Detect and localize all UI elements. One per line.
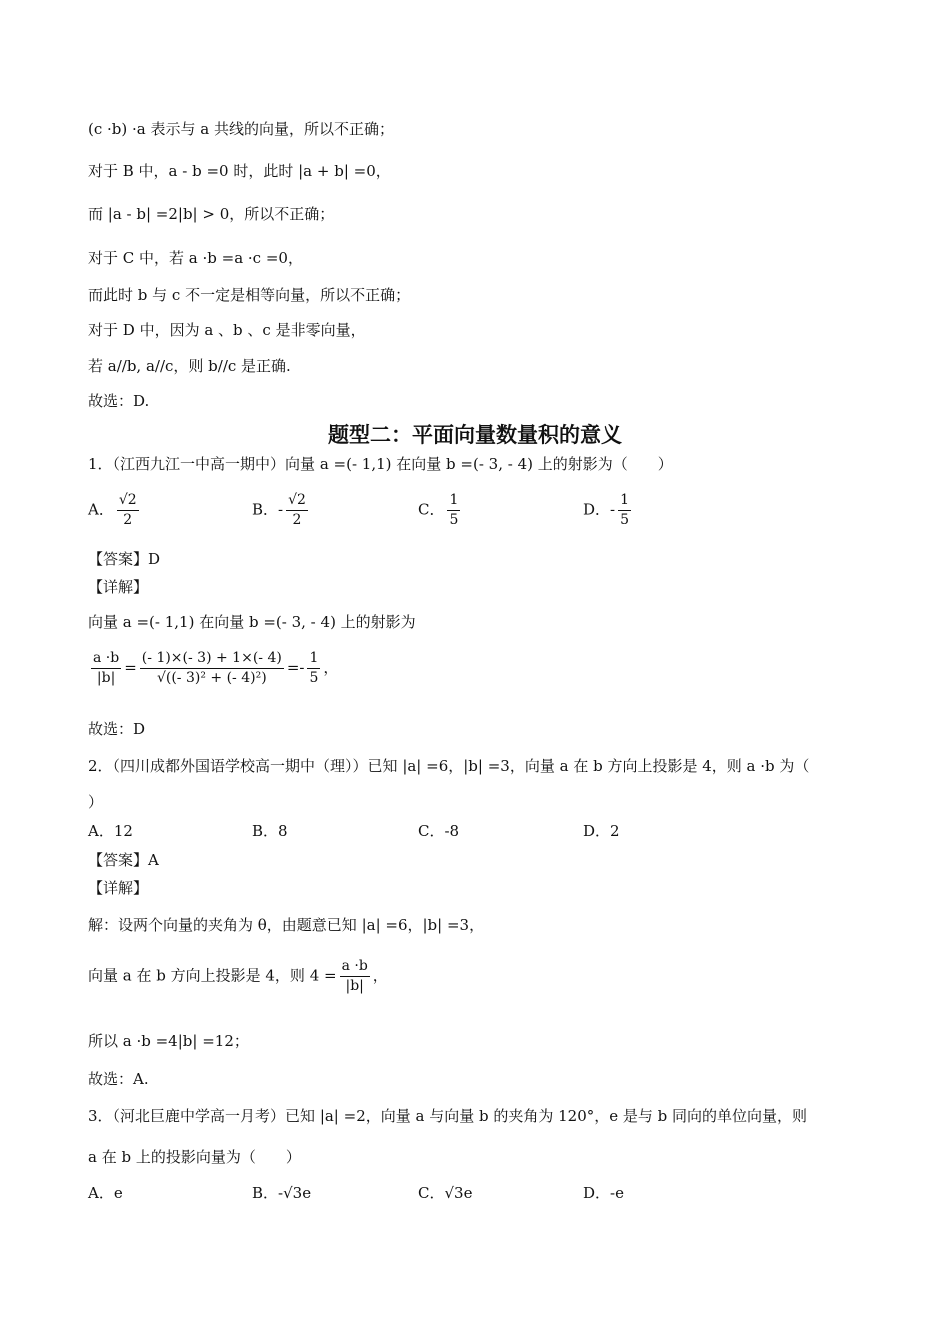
option-label: B．- xyxy=(252,500,284,519)
denominator: 2 xyxy=(123,511,133,528)
numerator: a ·b xyxy=(340,958,370,977)
solution-text: 向量 a 在 b 方向上投影是 4，则 4 = xyxy=(88,966,337,985)
option-b xyxy=(252,492,311,529)
denominator: |b| xyxy=(96,669,116,686)
fraction xyxy=(340,958,370,995)
fraction xyxy=(91,650,121,687)
fraction xyxy=(618,492,631,529)
text-line: 而此时 b 与 c 不一定是相等向量，所以不正确； xyxy=(88,286,411,304)
section-title: 题型二：平面向量数量积的意义 xyxy=(328,423,622,447)
answer-label: 【答案】D xyxy=(88,550,161,568)
denominator: 2 xyxy=(292,511,302,528)
punctuation: ， xyxy=(372,966,388,985)
text-line: 对于 B 中，a - b =0 时，此时 |a + b| =0， xyxy=(88,162,391,180)
text-line: 而 |a - b| =2|b| > 0，所以不正确； xyxy=(88,205,335,223)
text-line: 对于 D 中，因为 a 、b 、c 是非零向量， xyxy=(88,321,366,339)
conclusion-line: 故选：D xyxy=(88,720,146,738)
text-line: 故选：D. xyxy=(88,392,150,410)
denominator: √((- 3)² + (- 4)²) xyxy=(156,669,267,686)
option-label: A． xyxy=(88,500,114,519)
numerator: 1 xyxy=(618,492,631,511)
option-d: D．-e xyxy=(583,1184,624,1202)
option-c: C．√3e xyxy=(418,1184,473,1202)
option-d: D．2 xyxy=(583,822,620,840)
denominator: 5 xyxy=(620,511,630,528)
option-label: D．- xyxy=(583,500,616,519)
punctuation: ， xyxy=(323,658,339,677)
fraction xyxy=(140,650,284,687)
question-stem-cont: a 在 b 上的投影向量为（ ） xyxy=(88,1148,301,1166)
question-stem: 3．（河北巨鹿中学高一月考）已知 |a| =2，向量 a 与向量 b 的夹角为 120°，e 是与 b 同向的单位向量，则 xyxy=(88,1107,808,1125)
text-line: (c ·b) ·a 表示与 a 共线的向量，所以不正确； xyxy=(88,120,394,138)
numerator: (- 1)×(- 3) + 1×(- 4) xyxy=(140,650,284,669)
numerator: 1 xyxy=(307,650,320,669)
numerator: √2 xyxy=(117,492,139,511)
detail-label: 【详解】 xyxy=(88,879,149,897)
numerator: a ·b xyxy=(91,650,121,669)
fraction xyxy=(286,492,308,529)
option-b: B．-√3e xyxy=(252,1184,312,1202)
text-line: 对于 C 中，若 a ·b =a ·c =0， xyxy=(88,249,303,267)
text-line: 若 a//b, a//c，则 b//c 是正确. xyxy=(88,357,291,375)
answer-label: 【答案】A xyxy=(88,851,159,869)
option-c xyxy=(418,492,463,529)
numerator: √2 xyxy=(286,492,308,511)
solution-line: 向量 a =(- 1,1) 在向量 b =(- 3, - 4) 上的射影为 xyxy=(88,613,416,631)
option-c: C．-8 xyxy=(418,822,460,840)
solution-line: 解：设两个向量的夹角为 θ，由题意已知 |a| =6，|b| =3， xyxy=(88,916,485,934)
solution-line: 所以 a ·b =4|b| =12； xyxy=(88,1032,249,1050)
fraction xyxy=(117,492,139,529)
denominator: 5 xyxy=(449,511,459,528)
denominator: 5 xyxy=(309,669,319,686)
numerator: 1 xyxy=(447,492,460,511)
option-d xyxy=(583,492,634,529)
solution-line xyxy=(88,958,388,995)
option-a xyxy=(88,492,142,529)
equals-sign: = xyxy=(124,658,137,677)
denominator: |b| xyxy=(345,977,364,994)
question-stem: 2．（四川成都外国语学校高一期中（理））已知 |a| =6，|b| =3，向量 a 在 b 方向上投影是 4，则 a ·b 为（ xyxy=(88,757,810,775)
equals-sign: =- xyxy=(286,658,305,677)
option-label: C． xyxy=(418,500,445,519)
option-a: A．12 xyxy=(88,822,133,840)
fraction xyxy=(447,492,460,529)
fraction xyxy=(307,650,320,687)
solution-formula xyxy=(88,650,338,687)
option-b: B．8 xyxy=(252,822,288,840)
question-stem-cont: ） xyxy=(88,793,104,811)
detail-label: 【详解】 xyxy=(88,578,149,596)
conclusion-line: 故选：A. xyxy=(88,1070,149,1088)
option-a: A．e xyxy=(88,1184,123,1202)
question-stem: 1．（江西九江一中高一期中）向量 a =(- 1,1) 在向量 b =(- 3, - 4) 上的射影为（ ） xyxy=(88,455,673,473)
